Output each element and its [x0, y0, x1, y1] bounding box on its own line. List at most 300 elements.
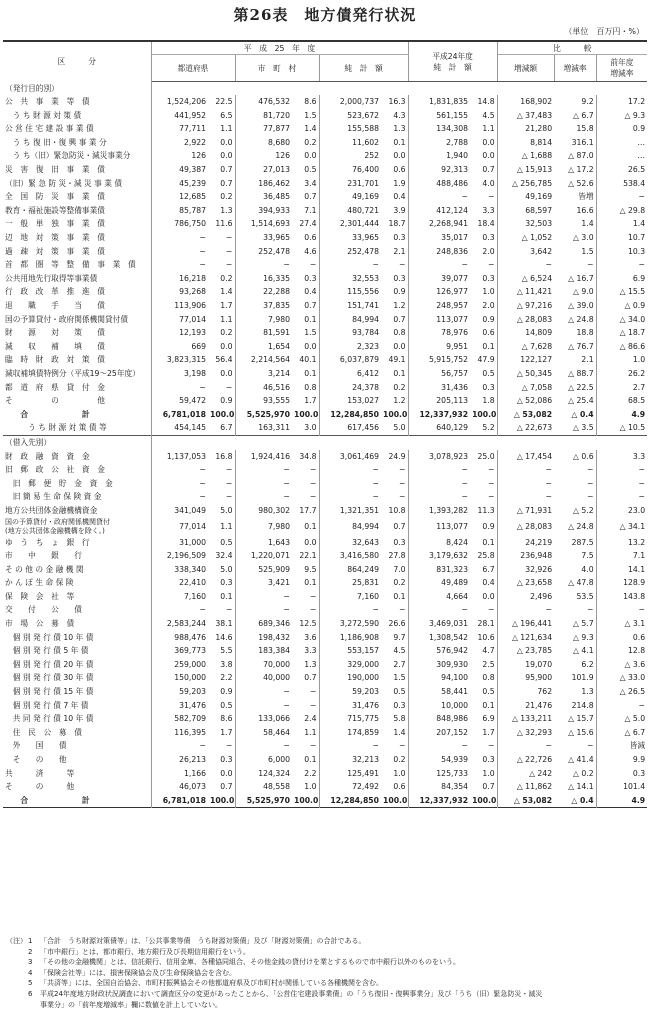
- row-label: う ち 財 源 対 策 債: [3, 109, 151, 123]
- table-cell: −: [208, 258, 235, 272]
- table-row: [3, 450, 647, 464]
- table-cell: 2,323: [356, 341, 379, 351]
- table-cell: −: [292, 603, 319, 617]
- table-row: [3, 149, 647, 163]
- table-cell: 988,476: [174, 632, 206, 642]
- table-cell: 1.3: [208, 204, 235, 218]
- table-cell: 0.3: [381, 272, 408, 286]
- table-cell: …: [637, 137, 646, 147]
- table-cell: 617,456: [347, 423, 379, 433]
- table-cell: 523,672: [347, 110, 379, 120]
- table-cell: 0.0: [470, 590, 497, 604]
- table-cell: 0.1: [470, 340, 497, 354]
- table-cell: −: [283, 465, 290, 475]
- table-cell: 59,472: [179, 396, 206, 406]
- table-row: [3, 463, 647, 477]
- table-cell: 56,757: [441, 368, 469, 378]
- table-cell: 0.7: [381, 313, 408, 327]
- table-cell: 5.0: [381, 421, 408, 435]
- table-cell: 0.9: [208, 685, 235, 699]
- table-cell: △ 71,931: [516, 505, 553, 515]
- header-h25: 平 成 25 年 度: [151, 41, 408, 55]
- table-cell: 14.8: [470, 95, 497, 109]
- table-cell: −: [470, 258, 497, 272]
- row-label: 住 民 公 募 債: [3, 726, 151, 740]
- table-row: [3, 136, 647, 150]
- table-cell: 1,514,693: [250, 219, 290, 229]
- table-row: [3, 435, 647, 449]
- table-cell: 12,337,932: [419, 409, 469, 419]
- table-cell: 100.0: [381, 408, 408, 422]
- table-cell: −: [208, 463, 235, 477]
- table-cell: 2.1: [554, 353, 596, 367]
- table-cell: 1.1: [208, 518, 235, 536]
- row-label: 公 営 住 宅 建 設 事 業 債: [3, 122, 151, 136]
- table-row: [3, 726, 647, 740]
- table-cell: △ 0.2: [554, 767, 596, 781]
- table-cell: 39,077: [441, 273, 469, 283]
- table-cell: △ 17.2: [554, 163, 596, 177]
- table-cell: 1.0: [470, 285, 497, 299]
- table-cell: △ 23,658: [516, 578, 553, 588]
- table-cell: 1.0: [632, 355, 646, 365]
- table-cell: −: [283, 260, 290, 270]
- table-cell: −: [461, 478, 469, 488]
- row-label: 財 政 融 資 資 金: [3, 450, 151, 464]
- table-cell: −: [638, 192, 646, 202]
- table-cell: 786,750: [174, 219, 206, 229]
- table-cell: △ 3.1: [624, 619, 646, 629]
- footnote-index: 4: [28, 968, 33, 977]
- footnote: [6, 968, 646, 979]
- table-cell: 1,524,206: [166, 97, 206, 107]
- table-cell: △ 5.0: [624, 714, 646, 724]
- table-cell: 0.5: [470, 367, 497, 381]
- table-cell: △ 9.3: [554, 631, 596, 645]
- table-cell: △ 52,086: [516, 396, 553, 406]
- table-row: [3, 381, 647, 395]
- table-cell: 0.7: [470, 163, 497, 177]
- table-cell: 0.7: [292, 299, 319, 313]
- table-cell: 5.8: [381, 712, 408, 726]
- table-cell: △ 15.7: [554, 712, 596, 726]
- table-cell: 476,532: [258, 97, 290, 107]
- header-change-amount: 増減額: [497, 55, 554, 82]
- table-cell: −: [208, 490, 235, 504]
- table-cell: 32.4: [208, 549, 235, 563]
- table-cell: △ 11,421: [516, 287, 553, 297]
- table-cell: 198,432: [258, 632, 290, 642]
- table-cell: 3.3: [632, 451, 646, 461]
- table-cell: 3.9: [381, 204, 408, 218]
- table-cell: −: [208, 603, 235, 617]
- table-cell: 100.0: [208, 794, 235, 808]
- table-cell: 26,213: [179, 755, 206, 764]
- table-cell: 488,486: [436, 178, 469, 188]
- table-cell: △ 0.4: [554, 794, 596, 808]
- table-cell: −: [199, 605, 206, 615]
- row-label: ゆ う ち ょ 銀 行: [3, 536, 151, 550]
- table-cell: −: [372, 478, 379, 488]
- table-cell: 163,311: [258, 423, 290, 433]
- table-cell: 125,491: [347, 768, 379, 778]
- table-cell: 95,900: [525, 673, 553, 683]
- table-cell: 11,602: [352, 137, 379, 147]
- table-row: [3, 299, 647, 313]
- table-cell: 2,196,509: [166, 551, 206, 561]
- row-label: 個 別 発 行 債 20 年 債: [3, 658, 151, 672]
- table-cell: 186,462: [258, 178, 290, 188]
- table-cell: 309,930: [436, 659, 469, 669]
- table-cell: 553,157: [347, 646, 379, 656]
- table-cell: 5,915,752: [428, 355, 469, 365]
- table-cell: 329,000: [347, 659, 379, 669]
- table-cell: 100.0: [381, 794, 408, 808]
- table-cell: △ 52.6: [554, 177, 596, 191]
- table-cell: 10,000: [441, 700, 469, 710]
- table-cell: 7,160: [356, 591, 379, 601]
- page-title: 第26表 地方債発行状況: [233, 6, 417, 24]
- table-cell: △ 29.8: [619, 205, 646, 215]
- table-cell: △ 34.0: [619, 314, 646, 324]
- table-cell: 22,288: [263, 287, 290, 297]
- table-cell: 7,160: [183, 591, 206, 601]
- table-cell: −: [199, 478, 206, 488]
- table-cell: 341,049: [174, 505, 206, 515]
- table-cell: 16,335: [263, 273, 290, 283]
- table-cell: 11.6: [208, 217, 235, 231]
- table-cell: 10.7: [627, 233, 646, 243]
- table-cell: −: [554, 463, 596, 477]
- table-cell: 3,642: [530, 246, 553, 256]
- table-cell: 1.9: [381, 177, 408, 191]
- table-cell: 0.0: [470, 136, 497, 150]
- table-cell: 248,957: [436, 301, 469, 310]
- table-cell: 6,781,018: [162, 409, 206, 419]
- table-cell: 49,387: [179, 165, 206, 175]
- table-row: [3, 177, 647, 191]
- table-cell: 1.3: [381, 122, 408, 136]
- table-cell: 6.9: [470, 712, 497, 726]
- table-cell: −: [638, 465, 646, 475]
- table-cell: 150,000: [174, 673, 206, 683]
- table-cell: −: [372, 260, 379, 270]
- table-row: [3, 245, 647, 259]
- table-cell: 12,685: [179, 192, 206, 202]
- table-cell: 3.8: [208, 658, 235, 672]
- table-row: [3, 272, 647, 286]
- table-cell: 231,701: [347, 178, 379, 188]
- table-cell: 2,268,941: [428, 219, 469, 229]
- table-cell: −: [545, 465, 553, 475]
- row-label: 交 付 公 債: [3, 603, 151, 617]
- table-cell: −: [292, 477, 319, 491]
- footnote: [6, 989, 646, 1000]
- table-cell: 0.0: [208, 149, 235, 163]
- table-cell: △ 15.5: [619, 287, 646, 297]
- table-row: [3, 504, 647, 518]
- table-cell: 1.7: [208, 299, 235, 313]
- table-body: [3, 82, 647, 808]
- table-cell: 77,711: [179, 124, 206, 134]
- table-cell: 252,478: [258, 246, 290, 256]
- table-cell: 3,078,923: [428, 451, 469, 461]
- table-cell: −: [208, 477, 235, 491]
- table-cell: 77,014: [179, 521, 206, 531]
- table-cell: −: [638, 478, 646, 488]
- table-cell: 113,077: [436, 314, 469, 324]
- table-cell: −: [292, 258, 319, 272]
- table-row: [3, 685, 647, 699]
- table-cell: 1.1: [470, 122, 497, 136]
- header-compare: 比 較: [497, 41, 647, 55]
- table-cell: 28.1: [470, 617, 497, 631]
- footnote: [6, 957, 646, 968]
- table-cell: △ 23,785: [516, 646, 553, 656]
- row-label: 個 別 発 行 債 10 年 債: [3, 631, 151, 645]
- table-cell: 6,000: [267, 755, 290, 764]
- table-cell: 1.2: [381, 394, 408, 408]
- table-cell: 1.1: [208, 122, 235, 136]
- table-cell: 3.6: [292, 631, 319, 645]
- table-row: [3, 576, 647, 590]
- table-cell: 0.3: [208, 576, 235, 590]
- footnote-index: 6: [28, 989, 33, 998]
- table-cell: 848,986: [436, 714, 469, 724]
- table-cell: 68,597: [525, 205, 553, 215]
- table-cell: 2,301,444: [339, 219, 379, 229]
- table-cell: 18.4: [470, 217, 497, 231]
- table-cell: 26.5: [627, 165, 646, 175]
- row-label: 個 別 発 行 債 7 年 債: [3, 699, 151, 713]
- table-cell: 1.5: [554, 245, 596, 259]
- table-cell: 27,013: [263, 165, 290, 175]
- table-cell: 0.8: [381, 326, 408, 340]
- table-cell: 0.0: [381, 149, 408, 163]
- table-row: [3, 617, 647, 631]
- table-cell: 47.9: [470, 353, 497, 367]
- table-cell: 1,924,416: [250, 451, 290, 461]
- table-cell: 9,951: [446, 341, 469, 351]
- table-cell: 54,939: [441, 755, 469, 764]
- row-label: （旧）緊 急 防 災・減 災 事 業 債: [3, 177, 151, 191]
- table-cell: −: [461, 741, 469, 751]
- table-cell: 3,416,580: [339, 551, 379, 561]
- table-cell: 0.1: [470, 699, 497, 713]
- table-cell: −: [292, 463, 319, 477]
- table-cell: −: [381, 477, 408, 491]
- table-cell: −: [381, 490, 408, 504]
- table-cell: 94,100: [441, 673, 469, 683]
- table-cell: △ 76.7: [554, 340, 596, 354]
- table-cell: 126: [191, 151, 206, 161]
- row-label: 全 国 防 災 事 業 債: [3, 190, 151, 204]
- table-cell: 6.7: [470, 563, 497, 577]
- table-cell: 0.2: [381, 576, 408, 590]
- table-cell: 4.7: [470, 644, 497, 658]
- table-cell: −: [461, 192, 469, 202]
- table-cell: 113,077: [436, 521, 469, 531]
- table-cell: −: [470, 463, 497, 477]
- table-cell: 7.1: [632, 551, 646, 561]
- table-cell: 12,193: [179, 328, 206, 338]
- table-row: [3, 767, 647, 781]
- table-cell: −: [283, 492, 290, 502]
- row-label: 保 険 会 社 等: [3, 590, 151, 604]
- table-cell: 1.7: [292, 394, 319, 408]
- table-cell: 1.8: [470, 394, 497, 408]
- table-cell: 0.3: [470, 231, 497, 245]
- table-cell: 316.1: [554, 136, 596, 150]
- table-cell: 2.2: [208, 671, 235, 685]
- table-cell: 441,952: [174, 110, 206, 120]
- footnote-tag: [6, 989, 28, 1000]
- table-cell: 59,203: [352, 687, 379, 697]
- table-cell: 59,203: [179, 687, 206, 697]
- table-cell: 4.3: [381, 109, 408, 123]
- table-cell: 1,654: [267, 341, 290, 351]
- table-cell: 252: [364, 151, 379, 161]
- table-cell: 0.1: [381, 367, 408, 381]
- table-cell: 0.9: [470, 313, 497, 327]
- table-cell: −: [208, 231, 235, 245]
- table-cell: −: [381, 739, 408, 753]
- table-row: [3, 313, 647, 327]
- row-label: 財 源 対 策 債: [3, 326, 151, 340]
- table-cell: −: [545, 492, 553, 502]
- table-cell: 4.0: [554, 563, 596, 577]
- table-cell: 33,965: [352, 233, 379, 243]
- table-cell: 16.3: [381, 95, 408, 109]
- table-cell: −: [199, 260, 206, 270]
- table-cell: 78,976: [441, 328, 469, 338]
- footnote-text: 「その他の金融機関」とは、信託銀行、信用金庫、各種協同組合、その他金銭の貸付けを業とするもので市中銀行以外のものをいう。: [40, 958, 460, 967]
- table-cell: 0.7: [470, 780, 497, 794]
- table-cell: 81,720: [263, 110, 290, 120]
- table-row: [3, 699, 647, 713]
- table-row: [3, 518, 647, 536]
- table-cell: 0.9: [208, 394, 235, 408]
- table-cell: △ 28,083: [516, 521, 553, 531]
- header-change-rate: 増減率: [554, 55, 596, 82]
- table-row: [3, 163, 647, 177]
- table-cell: 0.7: [208, 163, 235, 177]
- table-cell: 1.3: [554, 685, 596, 699]
- table-cell: △ 5.2: [554, 504, 596, 518]
- table-cell: 2.2: [292, 767, 319, 781]
- table-cell: 8.6: [208, 712, 235, 726]
- table-cell: 0.7: [208, 780, 235, 794]
- table-cell: 2,788: [446, 137, 469, 147]
- table-cell: 21,280: [525, 124, 553, 134]
- footnote-text: 「合計 うち財源対策債等」は、「公共事業等債 うち財源対策債」及び「財源対策債」の合計である。: [40, 937, 366, 945]
- table-cell: 7.1: [292, 204, 319, 218]
- table-cell: 0.4: [470, 576, 497, 590]
- table-cell: 皆増: [554, 190, 596, 204]
- row-label: か ん ぽ 生 命 保 険: [3, 576, 151, 590]
- footnote-index: 1: [28, 937, 33, 945]
- table-row: [3, 549, 647, 563]
- table-cell: 3,823,315: [166, 355, 206, 365]
- table-cell: 5.2: [470, 421, 497, 435]
- table-cell: 394,933: [258, 205, 290, 215]
- table-cell: −: [461, 605, 469, 615]
- table-cell: △ 7,058: [521, 382, 553, 392]
- table-cell: 11.3: [470, 504, 497, 518]
- section-spacer: [151, 435, 647, 449]
- table-cell: 0.3: [470, 381, 497, 395]
- table-cell: △ 3.6: [624, 659, 646, 669]
- table-cell: −: [461, 492, 469, 502]
- table-cell: 12,337,932: [419, 795, 469, 805]
- table-cell: 480,721: [347, 205, 379, 215]
- unit-label: （単位 百万円・%）: [564, 27, 644, 36]
- table-cell: 84,354: [441, 782, 469, 792]
- table-cell: −: [381, 258, 408, 272]
- table-cell: −: [372, 605, 379, 615]
- row-label: 個 別 発 行 債 30 年 債: [3, 671, 151, 685]
- table-cell: 7,980: [267, 314, 290, 324]
- table-cell: △ 133,211: [511, 714, 553, 724]
- table-cell: 8,424: [446, 537, 469, 547]
- table-cell: 582,709: [174, 714, 206, 724]
- row-label: う ち 復 旧・復 興 事 業 分: [3, 136, 151, 150]
- table-cell: 122,127: [520, 355, 553, 365]
- table-cell: 0.3: [632, 768, 646, 778]
- row-label: 共 同 発 行 債 10 年 債: [3, 712, 151, 726]
- table-cell: 0.6: [381, 780, 408, 794]
- table-row: [3, 408, 647, 422]
- table-cell: 0.1: [292, 753, 319, 767]
- table-cell: 0.1: [208, 590, 235, 604]
- table-row: [3, 367, 647, 381]
- table-cell: 5.0: [208, 504, 235, 518]
- table-cell: 1,308,542: [428, 632, 469, 642]
- table-cell: 101.9: [554, 671, 596, 685]
- table-cell: 31,476: [352, 700, 379, 710]
- table-cell: △ 6.7: [554, 109, 596, 123]
- table-cell: 10.3: [627, 246, 646, 256]
- table-row: [3, 285, 647, 299]
- table-cell: 3.0: [292, 421, 319, 435]
- table-cell: △ 53,082: [513, 795, 553, 805]
- table-cell: 1,321,351: [339, 505, 379, 515]
- table-cell: 0.0: [292, 536, 319, 550]
- table-cell: 9.7: [381, 631, 408, 645]
- table-cell: 27.4: [292, 217, 319, 231]
- table-cell: −: [638, 700, 646, 710]
- table-cell: −: [372, 465, 379, 475]
- table-cell: 101.4: [623, 782, 646, 792]
- row-label: そ の 他: [3, 780, 151, 794]
- table-cell: 151,741: [347, 301, 379, 310]
- table-cell: △ 26.5: [619, 687, 646, 697]
- table-cell: 1,186,908: [339, 632, 379, 642]
- table-cell: 0.1: [470, 536, 497, 550]
- table-cell: 0.1: [292, 313, 319, 327]
- footnote: [6, 947, 646, 958]
- table-cell: 762: [537, 687, 553, 697]
- row-label: 個 別 発 行 債 15 年 債: [3, 685, 151, 699]
- table-cell: 128.9: [623, 578, 646, 588]
- row-label: そ の 他 の 金 融 機 関: [3, 563, 151, 577]
- table-cell: 2.7: [381, 658, 408, 672]
- table-row: [3, 603, 647, 617]
- table-cell: △ 32,293: [516, 727, 553, 737]
- table-cell: 9.2: [554, 95, 596, 109]
- table-cell: 1.5: [292, 109, 319, 123]
- table-cell: −: [638, 492, 646, 502]
